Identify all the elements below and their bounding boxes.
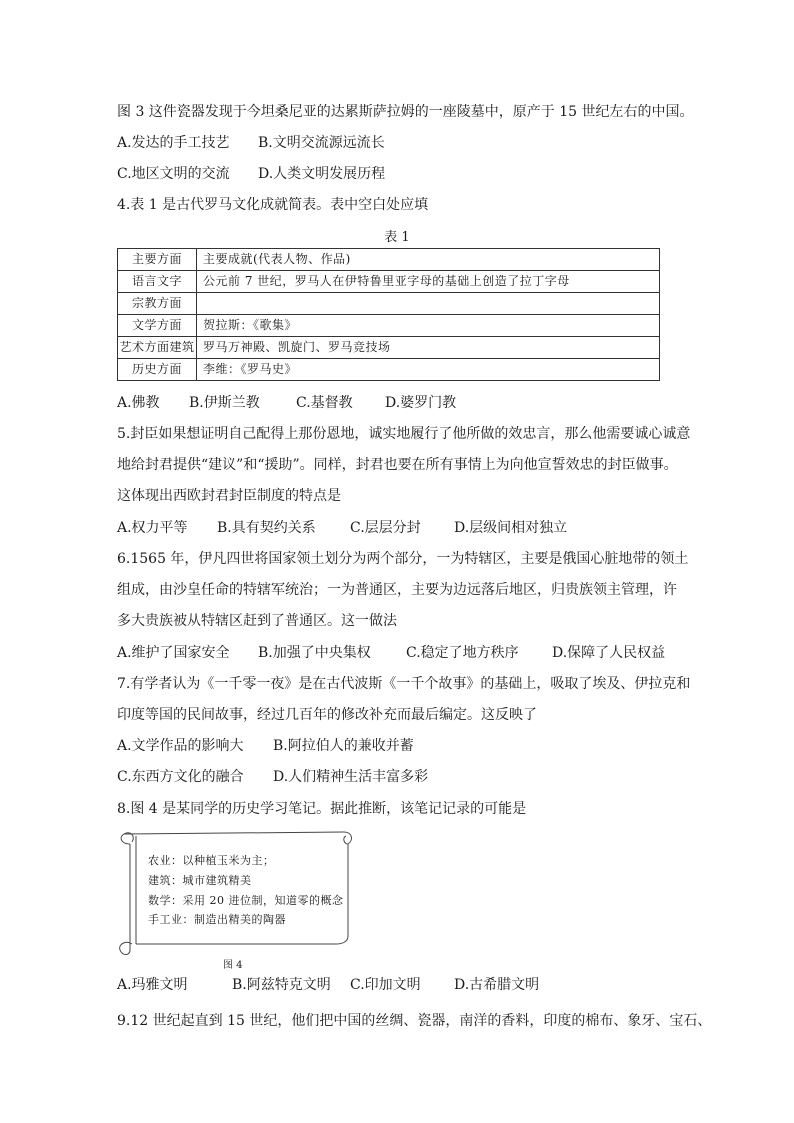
q8-option-a: A.玛雅文明 [117,977,188,993]
q6-option-a: A.维护了国家安全 [117,645,230,661]
q8-option-b: B.阿兹特克文明 [232,977,331,993]
q6-option-b: B.加强了中央集权 [258,645,371,661]
table-caption: 表 1 [384,230,410,245]
table-cell: 罗马万神殿、凯旋门、罗马竞技场 [197,337,660,359]
table-row [118,337,660,359]
q4-option-b: B.伊斯兰教 [189,395,260,411]
table-cell: 贺拉斯：《歌集》 [197,315,660,337]
q3-option-c: C.地区文明的交流 [117,166,230,182]
q7-line-2: 印度等国的民间故事，经过几百年的修改补充而最后编定。这反映了 [117,707,537,723]
q5-line-3: 这体现出西欧封君封臣制度的特点是 [117,488,341,504]
figure-4-label: 图 4 [223,960,243,971]
table-cell: 宗教方面 [118,293,197,315]
q7-options [117,736,414,756]
q4-option-a: A.佛教 [117,395,160,411]
table-cell-blank [197,293,660,315]
table-cell: 主要成就(代表人物、作品) [197,249,660,271]
achievements-table [117,248,660,381]
q8-option-c: C.印加文明 [350,977,421,993]
table-cell: 文学方面 [118,315,197,337]
note-line-math: 数学：采用 20 进位制，知道零的概念 [148,894,344,907]
q7-option-d: D.人们精神生活丰富多彩 [273,769,429,785]
q3-option-a: A.发达的手工技艺 [117,135,230,151]
note-line-agriculture: 农业：以种植玉米为主； [148,854,275,867]
q5-line-1: 5.封臣如果想证明自己配得上那份恩地，诚实地履行了他所做的效忠言，那么他需要诚心诚意 [117,426,691,442]
q7-option-c: C.东西方文化的融合 [117,769,244,785]
q5-option-d: D.层级间相对独立 [454,520,568,536]
table-row [118,359,660,381]
table-row [118,271,660,293]
table-cell: 李维：《罗马史》 [197,359,660,381]
q5-option-c: C.层层分封 [350,520,421,536]
q6-line-2: 组成，由沙皇任命的特辖军统治；一为普通区，主要为边远落后地区，归贵族领主管理，许 [117,582,677,598]
q6-option-c: C.稳定了地方秩序 [406,645,519,661]
q5-option-a: A.权力平等 [117,520,188,536]
q4-option-d: D.婆罗门教 [385,395,457,411]
q6-option-d: D.保障了人民权益 [552,645,666,661]
q8-option-d: D.古希腊文明 [454,977,540,993]
q3-stem: 图 3 这件瓷器发现于今坦桑尼亚的达累斯萨拉姆的一座陵墓中，原产于 15 世纪左右的中国。 [117,104,694,120]
q3-option-b: B.文明交流源远流长 [258,135,385,151]
q8-stem: 8.图 4 是某同学的历史学习笔记。据此推断，该笔记记录的可能是 [117,801,527,817]
q5-options [117,518,567,538]
table-cell: 公元前 7 世纪，罗马人在伊特鲁里亚字母的基础上创造了拉丁字母 [197,271,660,293]
q3-options [117,133,385,153]
q6-line-1: 6.1565 年，伊凡四世将国家领土划分为两个部分，一为特辖区，主要是俄国心脏地带的领土 [117,551,689,567]
q7-option-b: B.阿拉伯人的兼收并蓄 [273,738,414,754]
table-cell: 历史方面 [118,359,197,381]
q5-option-b: B.具有契约关系 [217,520,316,536]
q5-line-2: 地给封君提供“建议”和“援助”。同样，封君也要在所有事情上为向他宣誓效忠的封臣做事。 [117,457,678,473]
q7-options-2 [117,767,428,787]
table-row [118,293,660,315]
q3-option-d: D.人类文明发展历程 [258,166,386,182]
q6-options [117,643,665,663]
table-header-row [118,249,660,271]
table-cell: 艺术方面建筑 [118,337,197,359]
note-line-handicraft: 手工业：制造出精美的陶器 [148,913,286,926]
note-line-architecture: 建筑：城市建筑精美 [148,874,252,887]
q6-line-3: 多大贵族被从特辖区赶到了普通区。这一做法 [117,613,397,629]
q4-option-c: C.基督教 [296,395,353,411]
q4-options [117,393,456,413]
table-row [118,315,660,337]
q3-options-2 [117,164,385,184]
table-cell: 主要方面 [118,249,197,271]
q9-stem: 9.12 世纪起直到 15 世纪，他们把中国的丝绸、瓷器，南洋的香料，印度的棉布、象牙、宝石、 [117,1013,712,1029]
q4-stem: 4.表 1 是古代罗马文化成就简表。表中空白处应填 [117,197,429,213]
q7-option-a: A.文学作品的影响大 [117,738,244,754]
table-cell: 语言文字 [118,271,197,293]
q7-line-1: 7.有学者认为《一千零一夜》是在古代波斯《一千个故事》的基础上，吸取了埃及、伊拉克和 [117,676,691,692]
q8-options [117,975,539,995]
